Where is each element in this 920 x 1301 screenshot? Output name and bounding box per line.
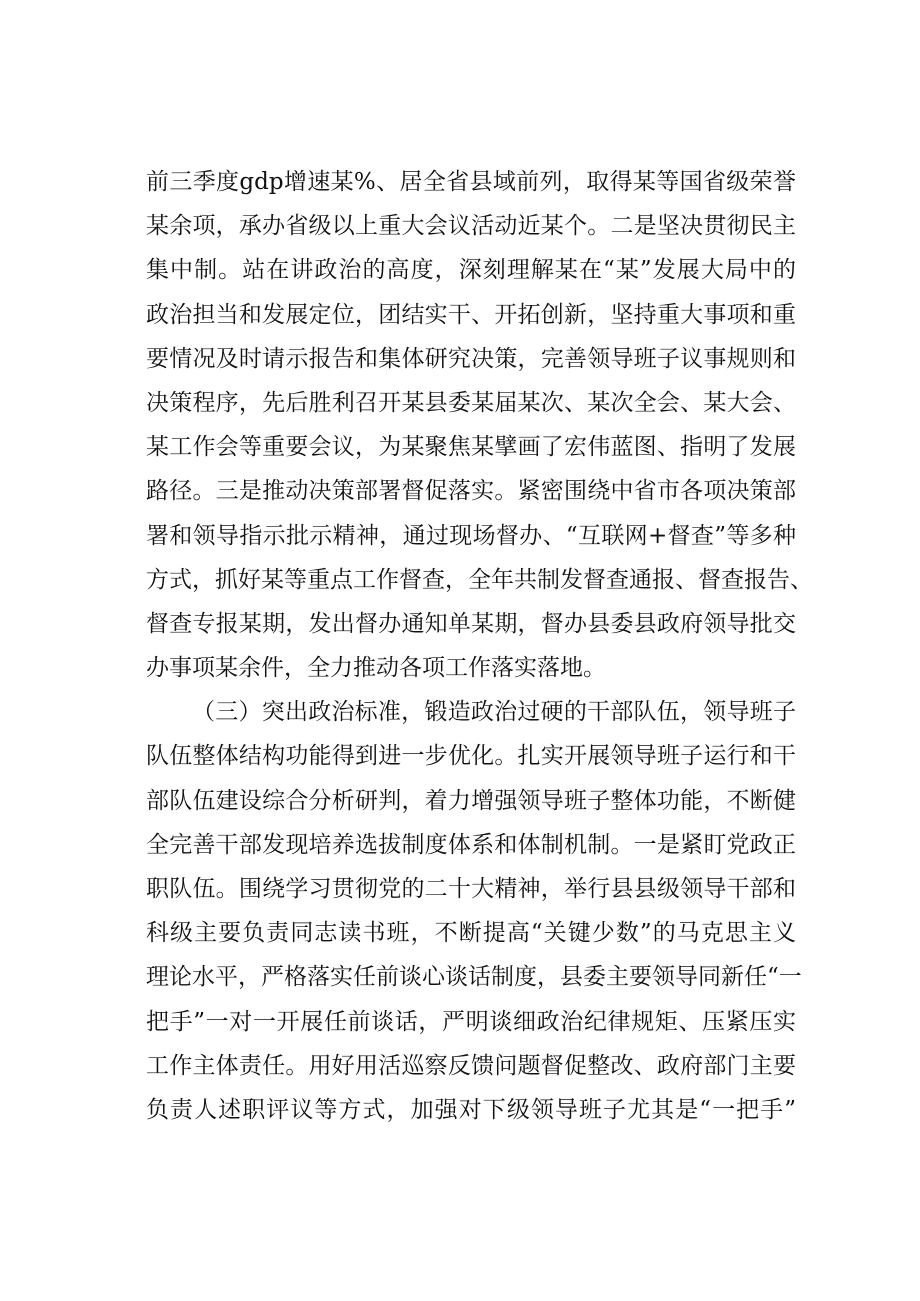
text-line: 路径。三是推动决策部署督促落实。紧密围绕中省市各项决策部	[146, 478, 796, 505]
text-line: 全完善干部发现培养选拔制度体系和体制机制。一是紧盯党政正	[146, 831, 796, 858]
text-line: 某余项，承办省级以上重大会议活动近某个。二是坚决贯彻民主	[146, 213, 796, 240]
section-heading-line: （三）突出政治标准，锻造政治过硬的干部队伍，领导班子	[192, 699, 796, 726]
text-line: 队伍整体结构功能得到进一步优化。扎实开展领导班子运行和干	[146, 743, 796, 770]
text-line: 集中制。站在讲政治的高度，深刻理解某在“某”发展大局中的	[146, 257, 796, 284]
text-line: 办事项某余件，全力推动各项工作落实落地。	[146, 655, 606, 682]
text-line: 方式，抓好某等重点工作督查，全年共制发督查通报、督查报告、	[146, 566, 813, 593]
text-line: 职队伍。围绕学习贯彻党的二十大精神，举行县县级领导干部和	[146, 876, 796, 902]
text-line: 督查专报某期，发出督办通知单某期，督办县委县政府领导批交	[146, 610, 796, 637]
text-line: 某工作会等重要会议，为某聚焦某擘画了宏伟蓝图、指明了发展	[146, 434, 796, 461]
text-line: 负责人述职评议等方式，加强对下级领导班子尤其是“一把手”	[146, 1096, 796, 1123]
text-line: 部队伍建设综合分析研判，着力增强领导班子整体功能，不断健	[146, 787, 796, 814]
text-line: 署和领导指示批示精神，通过现场督办、“互联网+督查”等多种	[146, 522, 796, 549]
text-line: 理论水平，严格落实任前谈心谈话制度，县委主要领导同新任“一	[146, 964, 802, 991]
text-line: 政治担当和发展定位，团结实干、开拓创新，坚持重大事项和重	[146, 301, 796, 328]
text-line: 工作主体责任。用好用活巡察反馈问题督促整改、政府部门主要	[146, 1052, 796, 1079]
text-line: 决策程序，先后胜利召开某县委某届某次、某次全会、某大会、	[146, 389, 796, 416]
text-line: 前三季度gdp增速某%、居全省县域前列，取得某等国省级荣誉	[146, 169, 796, 195]
text-line: 把手”一对一开展任前谈话，严明谈细政治纪律规矩、压紧压实	[146, 1008, 796, 1035]
body-text	[146, 160, 813, 1132]
text-line: 科级主要负责同志读书班，不断提高“关键少数”的马克思主义	[146, 920, 796, 947]
text-line: 要情况及时请示报告和集体研究决策，完善领导班子议事规则和	[146, 345, 796, 372]
